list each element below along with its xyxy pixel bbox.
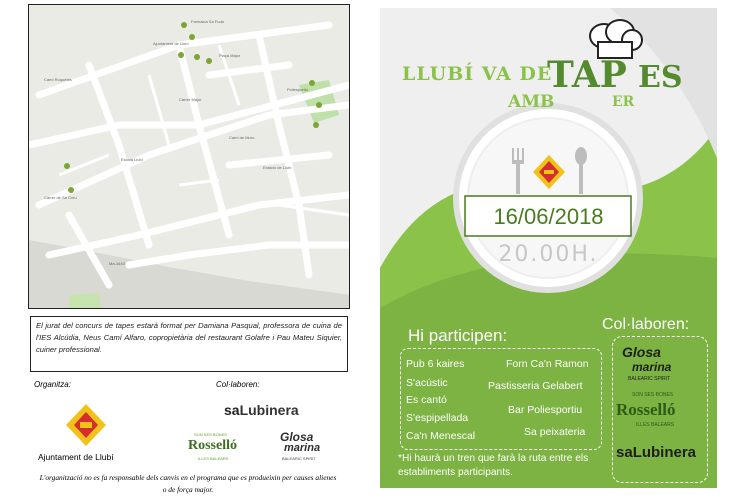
rossello-logo: Rosselló bbox=[188, 438, 237, 453]
map-label: Farmàcia Sa Fuda bbox=[191, 19, 224, 24]
participants-title: Hi participen: bbox=[408, 326, 508, 345]
participant-item: Pastisseria Gelabert bbox=[488, 380, 583, 392]
map-label: Camí Roquetes bbox=[44, 77, 72, 82]
title-line2: AMB bbox=[508, 92, 555, 112]
participant-item: S'acústic bbox=[406, 377, 448, 389]
map-label: Plaça Major bbox=[219, 53, 241, 58]
jury-text: El jurat del concurs de tapes estarà format per Damiana Pasqual, professora de cuina de l'IES Alcúdia, Neus Camí Alfaro, copropietària del restaurant Golafre i Pau Mateu Siquier, cuiner professional. bbox=[30, 316, 348, 372]
event-time: 20.00H. bbox=[498, 242, 599, 267]
map-label: Estació de Llubí bbox=[263, 165, 292, 170]
left-panel bbox=[28, 4, 350, 496]
collaborators-title: Col·laboren: bbox=[602, 316, 690, 333]
organitza-label: Organitza: bbox=[34, 380, 71, 389]
disclaimer-text: L'organització no es fa responsable dels canvis en el programa que es produeixin per causes alienes o de força major. bbox=[39, 473, 337, 494]
balearic-logo-small: BALEARIC SPIRIT bbox=[282, 456, 316, 461]
collaboren-label: Col·laboren: bbox=[216, 380, 260, 389]
map-label: Camí de Muro bbox=[229, 135, 255, 140]
participant-item: Ca'n Menescal bbox=[406, 430, 476, 442]
llubi-shield-icon bbox=[532, 154, 566, 190]
train-note: *Hi haurà un tren que farà la ruta entre els establiments participants. bbox=[398, 453, 589, 478]
salubinera-logo: saLubinera bbox=[224, 402, 299, 418]
map-streets bbox=[29, 5, 350, 309]
rossello-logo: Rosselló bbox=[616, 400, 676, 419]
participant-item: Es cantó bbox=[406, 394, 447, 406]
title-es: ES bbox=[638, 60, 683, 95]
marina-logo: marina bbox=[632, 360, 672, 374]
marina-logo: marina bbox=[284, 442, 321, 454]
title-tap: TAP bbox=[547, 54, 627, 96]
participant-item: Sa peixateria bbox=[524, 426, 586, 438]
llubi-shield-icon bbox=[64, 402, 108, 448]
map-label: Escola Llubí bbox=[121, 157, 143, 162]
participant-item: Forn Ca'n Ramon bbox=[506, 358, 589, 370]
map-label: Ajuntament de Llubí bbox=[153, 41, 189, 46]
title-line1: LLUBÍ VA DE bbox=[402, 63, 553, 85]
map-label: Ma-3440 bbox=[109, 261, 125, 266]
participant-item: Bar Poliesportiu bbox=[508, 404, 583, 416]
participant-item: S'espipellada bbox=[406, 412, 469, 424]
salubinera-logo: saLubinera bbox=[616, 444, 697, 461]
spoon-icon bbox=[572, 146, 590, 196]
sonses-logo-small: SON SES BONES bbox=[632, 392, 674, 398]
glosa-logo: Glosa bbox=[622, 344, 661, 360]
balearic-logo-small: BALEARIC SPIRIT bbox=[628, 376, 671, 382]
street-map[interactable] bbox=[28, 4, 350, 309]
map-label: Carrer Major bbox=[179, 97, 202, 102]
event-date: 16/06/2018 bbox=[493, 204, 604, 229]
ajuntament-label: Ajuntament de Llubí bbox=[38, 452, 114, 462]
map-label: Carrer de Sa Creu bbox=[44, 195, 77, 200]
illes-logo-small: ILLES BALEARS bbox=[198, 456, 229, 461]
map-label: Poliesportiu bbox=[287, 87, 308, 92]
fork-icon bbox=[508, 146, 532, 196]
title-er: ER bbox=[612, 94, 635, 110]
participant-item: Pub 6 kaires bbox=[406, 358, 465, 370]
glosa-logo: Glosa bbox=[280, 430, 314, 444]
sonses-logo-small: SON SES BONES bbox=[194, 432, 227, 437]
poster-panel bbox=[380, 8, 717, 488]
illes-logo-small: ILLES BALEARS bbox=[636, 422, 675, 428]
